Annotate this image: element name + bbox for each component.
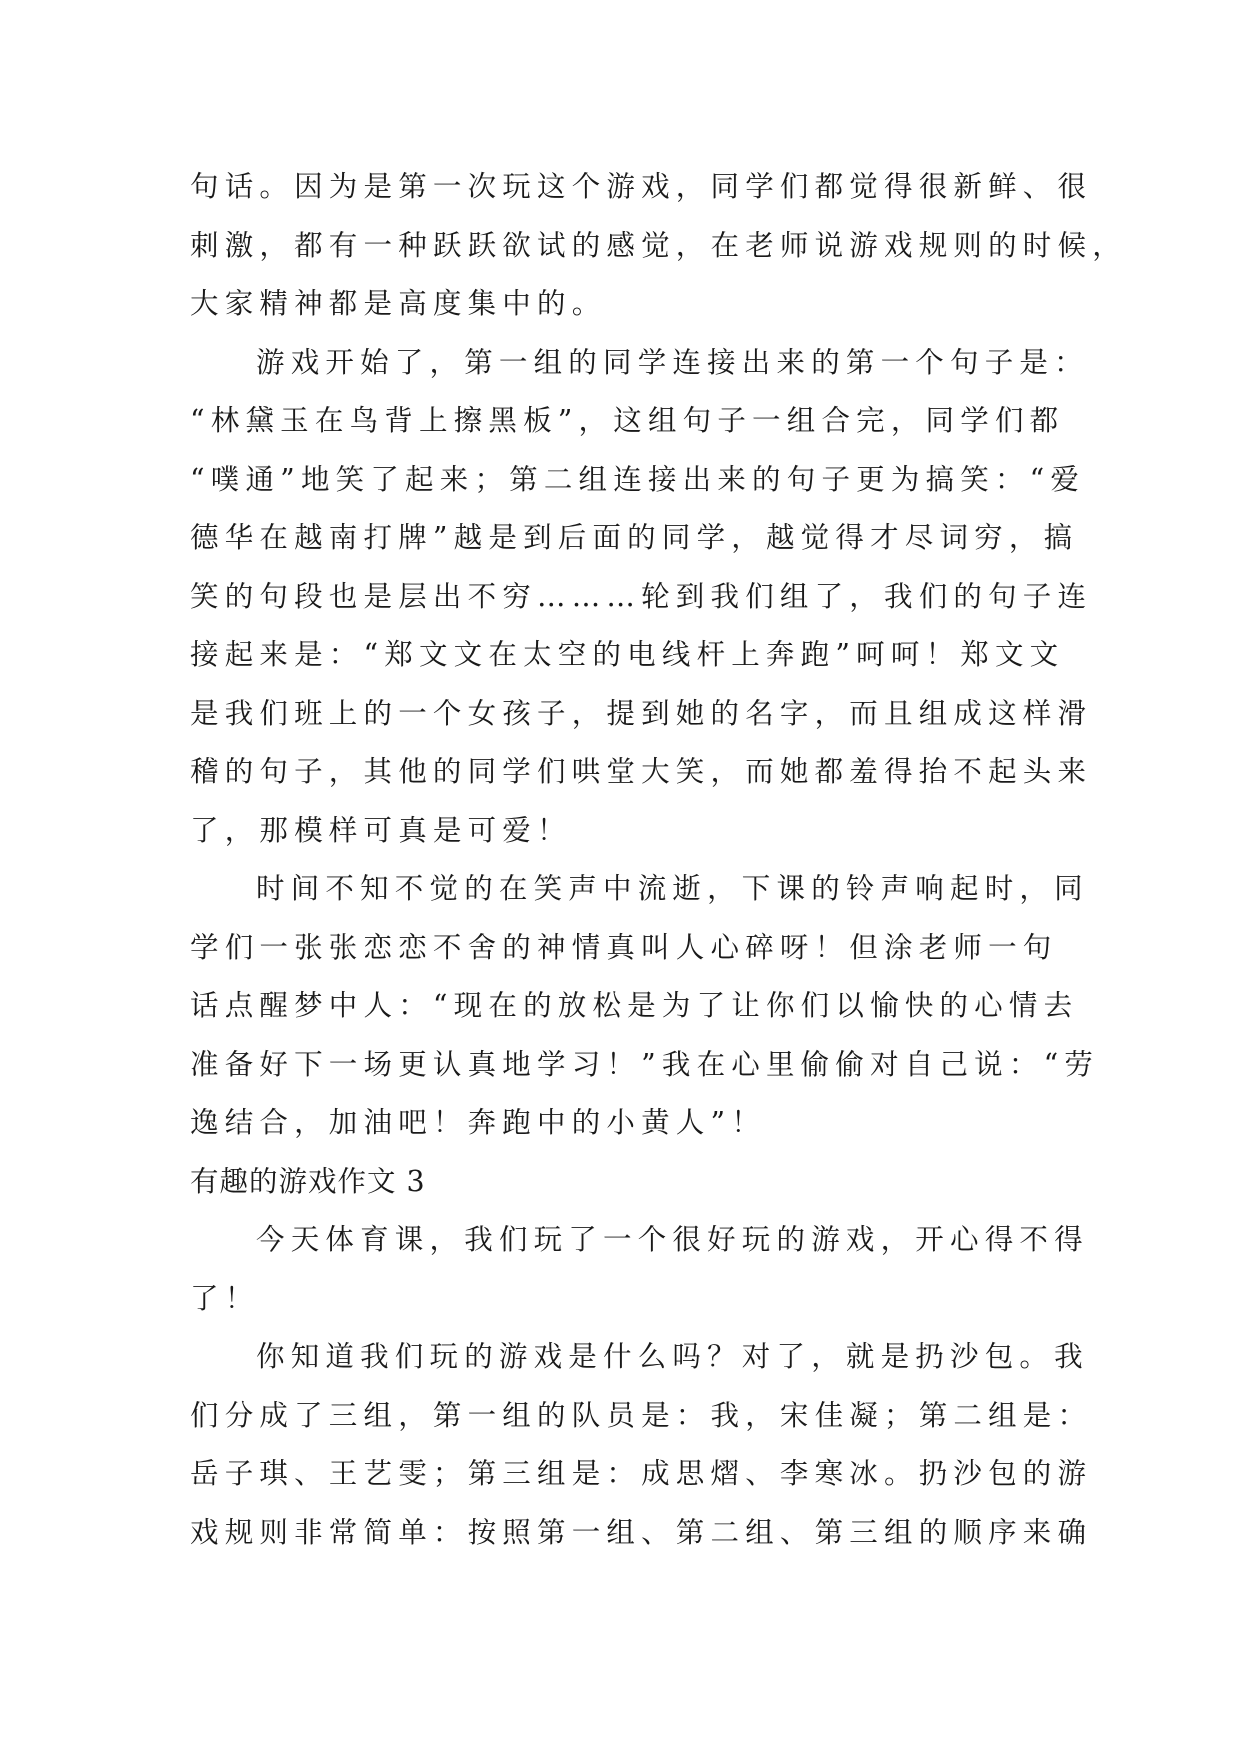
text-line: 是我们班上的一个女孩子，提到她的名字，而且组成这样滑 bbox=[190, 696, 1093, 730]
text-line: 时间不知不觉的在笑声中流逝，下课的铃声响起时，同 bbox=[256, 872, 1089, 905]
text-line: 接起来是：“郑文文在太空的电线杆上奔跑”呵呵！郑文文 bbox=[190, 638, 1065, 671]
text-line: 们分成了三组，第一组的队员是：我，宋佳凝；第二组是： bbox=[190, 1398, 1093, 1432]
text-line: 逸结合，加油吧！奔跑中的小黄人”！ bbox=[190, 1106, 766, 1139]
text-line: “噗通”地笑了起来；第二组连接出来的句子更为搞笑：“爱 bbox=[190, 462, 1086, 496]
text-line: 德华在越南打牌”越是到后面的同学，越觉得才尽词穷，搞 bbox=[190, 521, 1079, 554]
text-line: 大家精神都是高度集中的。 bbox=[190, 287, 607, 320]
text-line: 句话。因为是第一次玩这个游戏，同学们都觉得很新鲜、很 bbox=[190, 170, 1093, 203]
paragraph-continuation bbox=[190, 158, 1127, 334]
text-line: 笑的句段也是层出不穷………轮到我们组了，我们的句子连 bbox=[190, 579, 1093, 613]
text-line: 话点醒梦中人：“现在的放松是为了让你们以愉快的心情去 bbox=[190, 989, 1079, 1022]
section-heading bbox=[190, 1153, 1050, 1212]
text-line: 刺激，都有一种跃跃欲试的感觉，在老师说游戏规则的时候， bbox=[190, 228, 1127, 262]
paragraph-pe-class bbox=[190, 1211, 1089, 1328]
paragraph-game-start bbox=[190, 334, 1093, 861]
document-page bbox=[190, 158, 1127, 1562]
paragraph-class-end bbox=[190, 860, 1100, 1153]
paragraph-sandbag-game bbox=[190, 1328, 1093, 1562]
text-line: 游戏开始了，第一组的同学连接出来的第一个句子是： bbox=[256, 345, 1089, 379]
text-line: 今天体育课，我们玩了一个很好玩的游戏，开心得不得 bbox=[256, 1223, 1089, 1256]
text-line: 了！ bbox=[190, 1281, 260, 1315]
text-line: 戏规则非常简单：按照第一组、第二组、第三组的顺序来确 bbox=[190, 1515, 1093, 1549]
text-line: 准备好下一场更认真地学习！”我在心里偷偷对自己说：“劳 bbox=[190, 1047, 1100, 1081]
text-line: 岳子琪、王艺雯；第三组是：成思熠、李寒冰。扔沙包的游 bbox=[190, 1457, 1093, 1490]
text-line: 了，那模样可真是可爱！ bbox=[190, 813, 572, 847]
text-line: “林黛玉在鸟背上擦黑板”，这组句子一组合完，同学们都 bbox=[190, 404, 1065, 437]
text-line: 学们一张张恋恋不舍的神情真叫人心碎呀！但涂老师一句 bbox=[190, 930, 1058, 964]
essay-title: 有趣的游戏作文 3 bbox=[190, 1164, 426, 1198]
text-line: 你知道我们玩的游戏是什么吗？对了，就是扔沙包。我 bbox=[256, 1340, 1089, 1373]
text-line: 稽的句子，其他的同学们哄堂大笑，而她都羞得抬不起头来 bbox=[190, 755, 1093, 788]
